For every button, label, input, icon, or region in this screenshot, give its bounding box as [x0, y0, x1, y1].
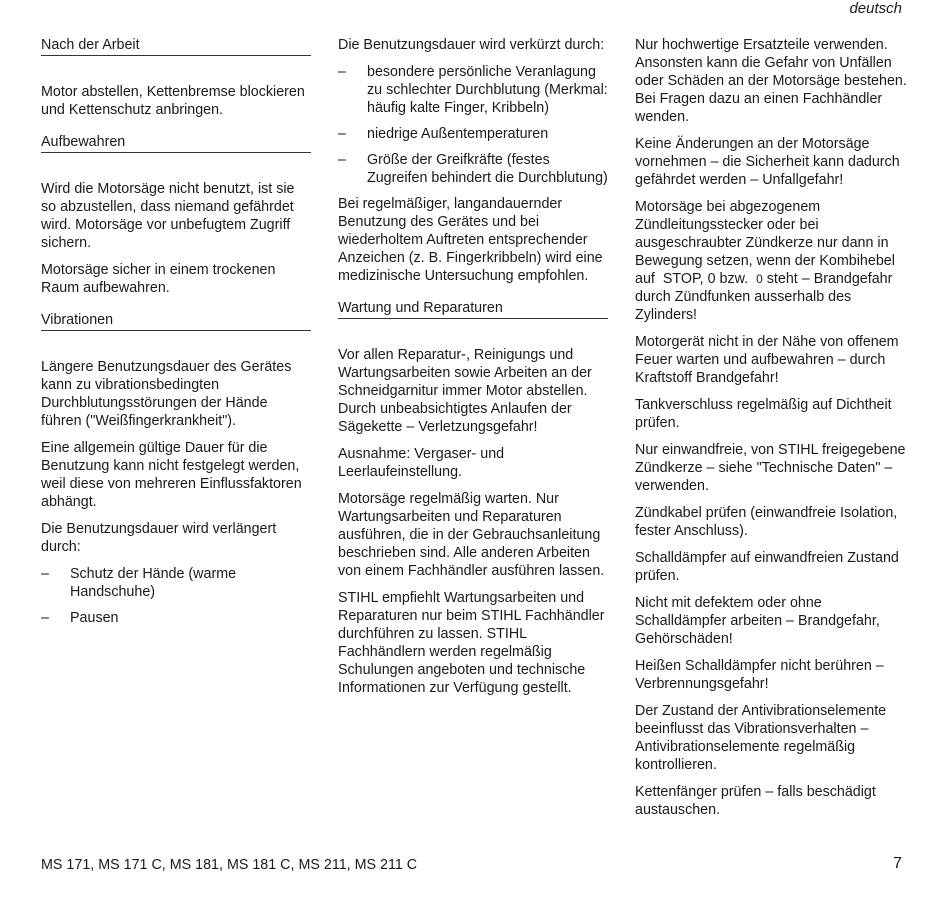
- paragraph: Zündkabel prüfen (einwandfreie Isolation, fester Anschluss).: [635, 505, 898, 539]
- section-heading-storage: Aufbewahren: [41, 133, 311, 153]
- bullet-dash: –: [41, 610, 49, 626]
- paragraph: Die Benutzungsdauer wird verkürzt durch:: [338, 37, 605, 53]
- list-item-text: Pausen: [70, 610, 119, 626]
- paragraph: Heißen Schalldämpfer nicht berühren – Verbrennungsgefahr!: [635, 658, 884, 692]
- stop-label: STOP: [662, 271, 700, 287]
- warning-text: Verbrennungsgefahr!: [635, 676, 769, 692]
- list-item: [338, 63, 608, 117]
- paragraph: Motor abstellen, Kettenbremse blockieren und Kettenschutz anbringen.: [41, 84, 305, 118]
- list-item-text: niedrige Außentemperaturen: [367, 126, 549, 142]
- paragraph: Nur einwandfreie, von STIHL freigegebene Zündkerze – siehe "Technische Daten" – verwenden.: [635, 442, 906, 494]
- paragraph: Motorsäge regelmäßig warten. Nur Wartungsarbeiten und Reparaturen ausführen, die in der Gebrauchsanleitung beschrieben sind. Alle anderen Arbeiten von einem Fachhändler ausführen lassen.: [338, 491, 605, 579]
- list-item-text: Größe der Greifkräfte (festes Zugreifen behindert die Durchblutung): [367, 152, 608, 186]
- paragraph: Schalldämpfer auf einwandfreien Zustand prüfen.: [635, 550, 899, 584]
- warning-text: Brandgefahr: [813, 271, 893, 287]
- paragraph: Wird die Motorsäge nicht benutzt, ist sie so abzustellen, dass niemand gefährdet wird. Motorsäge vor unbefugtem Zugriff sichern.: [41, 181, 295, 251]
- page-number: 7: [893, 855, 902, 872]
- warning-text: Verletzungsgefahr!: [418, 419, 538, 435]
- paragraph: Tankverschluss regelmäßig auf Dichtheit prüfen.: [635, 397, 892, 431]
- section-heading-after-work: Nach der Arbeit: [41, 36, 311, 56]
- column-right: [635, 36, 907, 828]
- section-heading-vibrations: Vibrationen: [41, 311, 311, 331]
- paragraph: STIHL empfiehlt Wartungsarbeiten und Reparaturen nur beim STIHL Fachhändler durchführen zu lassen. STIHL Fachhändlern werden regelmäßig Schulungen angeboten und technische Informationen zur Verfügung gestellt.: [338, 590, 605, 696]
- section-heading-maintenance: Wartung und Reparaturen: [338, 299, 608, 319]
- bullet-dash: –: [338, 152, 346, 168]
- paragraph: Motorsäge bei abgezogenem Zündleitungsstecker oder bei ausgeschraubter Zündkerze nur dann in Bewegung setzen, wenn der Kombihebel auf STOP, 0 bzw. 0 steht – Brandgefahr durch Zündfunken ausserhalb des Zylinders!: [635, 199, 895, 323]
- language-label: deutsch: [849, 0, 902, 17]
- warning-text: Brandgefahr!: [695, 370, 779, 386]
- paragraph: Längere Benutzungsdauer des Gerätes kann zu vibrationsbedingten Durchblutungsstörungen der Hände führen ("Weißfingerkrankheit").: [41, 359, 292, 429]
- bullet-dash: –: [41, 566, 49, 582]
- paragraph: Der Zustand der Antivibrationselemente beeinflusst das Vibrationsverhalten – Antivibrationselemente regelmäßig kontrollieren.: [635, 703, 887, 773]
- list-item: [41, 609, 311, 627]
- paragraph: Die Benutzungsdauer wird verlängert durch:: [41, 521, 277, 555]
- paragraph: Eine allgemein gültige Dauer für die Benutzung kann nicht festgelegt werden, weil diese von mehreren Einflussfaktoren abhängt.: [41, 440, 302, 510]
- paragraph: Vor allen Reparatur-, Reinigungs und Wartungsarbeiten sowie Arbeiten an der Schneidgarnitur immer Motor abstellen. Durch unbeabsichtigtes Anlaufen der Sägekette – Verletzungsgefahr!: [338, 347, 592, 435]
- bullet-dash: –: [338, 64, 346, 80]
- paragraph: Nicht mit defektem oder ohne Schalldämpfer arbeiten – Brandgefahr, Gehörschäden!: [635, 595, 880, 647]
- paragraph: Kettenfänger prüfen – falls beschädigt austauschen.: [635, 784, 876, 818]
- paragraph: Keine Änderungen an der Motorsäge vornehmen – die Sicherheit kann dadurch gefährdet werden – Unfallgefahr!: [635, 136, 900, 188]
- list-item: [41, 565, 311, 601]
- warning-text: Unfallgefahr!: [762, 172, 844, 188]
- list-item: [338, 151, 608, 187]
- zero-label: 0: [707, 271, 716, 287]
- paragraph: Bei regelmäßiger, langandauernder Benutzung des Gerätes und bei wiederholtem Auftreten entsprechender Anzeichen (z. B. Fingerkribbeln) wird eine medizinische Untersuchung empfohlen.: [338, 196, 603, 284]
- footer-models: MS 171, MS 171 C, MS 181, MS 181 C, MS 211, MS 211 C: [41, 857, 418, 873]
- warning-text: Kettenfänger prüfen: [635, 784, 762, 800]
- paragraph: Motorgerät nicht in der Nähe von offenem Feuer warten und aufbewahren – durch Kraftstoff Brandgefahr!: [635, 334, 899, 386]
- paragraph: Motorsäge sicher in einem trockenen Raum aufbewahren.: [41, 262, 276, 296]
- list-item-text: besondere persönliche Veranlagung zu schlechter Durchblutung (Merkmal: häufig kalte Finger, Kribbeln): [367, 64, 608, 116]
- paragraph: Nur hochwertige Ersatzteile verwenden. Ansonsten kann die Gefahr von Unfällen oder Schäden an der Motorsäge bestehen. Bei Fragen dazu an einen Fachhändler wenden.: [635, 37, 907, 125]
- bullet-dash: –: [338, 126, 346, 142]
- stop-symbol-icon: 0: [756, 272, 763, 286]
- list-item: [338, 125, 608, 143]
- column-left: [41, 36, 311, 635]
- paragraph: Ausnahme: Vergaser- und Leerlaufeinstellung.: [338, 446, 505, 480]
- list-item-text: Schutz der Hände (warme Handschuhe): [70, 566, 237, 600]
- warning-text: Brandgefahr, Gehörschäden!: [635, 613, 880, 647]
- column-middle: [338, 36, 608, 706]
